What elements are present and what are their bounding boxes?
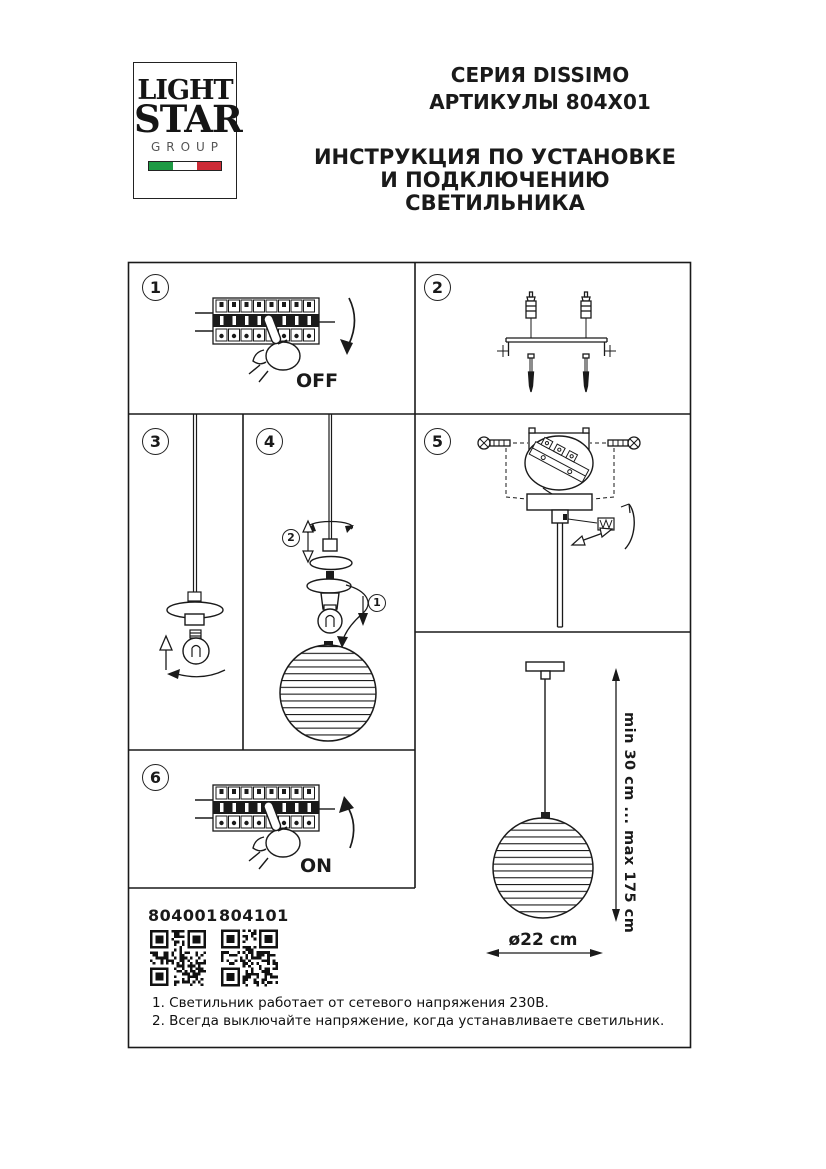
- arrow-down-icon: [340, 339, 353, 355]
- dowel-icon: [526, 292, 536, 338]
- substep-number-1: 1: [368, 594, 386, 612]
- safety-notes: [152, 994, 682, 1030]
- screw-icon: [478, 437, 510, 449]
- off-label: OFF: [295, 370, 339, 392]
- panel-grid: [129, 263, 691, 1048]
- step2-mounting-kit-drawing: [497, 292, 616, 392]
- terminal-block-zoom-bubble: [525, 435, 593, 497]
- diameter-dimension-line: [486, 949, 603, 957]
- light-bulb-icon: [183, 630, 209, 664]
- note-1: 1. Светильник работает от сетевого напряжения 230В.: [152, 995, 549, 1011]
- logo-word-group: GROUP: [150, 140, 225, 154]
- arrow-up-icon: [339, 796, 354, 813]
- on-label: ON: [299, 855, 333, 877]
- articles-title: АРТИКУЛЫ 804X01: [429, 90, 651, 114]
- rotate-arrow-icon: [307, 522, 354, 533]
- arrow-left-right-icon: [572, 528, 612, 545]
- step-number-6: 6: [142, 764, 169, 791]
- light-bulb-icon: [318, 605, 342, 633]
- globe-shade-icon: [280, 645, 376, 741]
- logo-word-light: LIGHT: [137, 75, 233, 106]
- screw-icon: [583, 354, 589, 392]
- substep-number-2: 2: [282, 529, 300, 547]
- rotate-arrow-icon: [621, 504, 634, 549]
- mounting-bracket-icon: [497, 338, 616, 357]
- step-number-3: 3: [142, 428, 169, 455]
- product-code-804001: 804001: [148, 906, 218, 925]
- globe-shade-icon: [493, 818, 593, 918]
- product-code-804101: 804101: [219, 906, 289, 925]
- qr-code: [221, 929, 278, 987]
- step-number-5: 5: [424, 428, 451, 455]
- arrow-down-icon: [358, 596, 368, 626]
- series-title: СЕРИЯ DISSIMO: [450, 63, 630, 87]
- step4-assembly-drawing: [280, 414, 376, 741]
- dimension-drawing: [486, 662, 620, 957]
- step3-lamp-bulb-drawing: [160, 414, 225, 679]
- screw-icon: [528, 354, 534, 392]
- diameter-label: ø22 cm: [508, 930, 578, 950]
- step5-canopy-drawing: [478, 428, 640, 627]
- note-2: 2. Всегда выключайте напряжение, когда устанавливаете светильник.: [152, 1013, 665, 1029]
- rotate-arrow-icon: [167, 669, 225, 679]
- step-number-1: 1: [142, 274, 169, 301]
- qr-code: [150, 929, 206, 987]
- instruction-title-line1: ИНСТРУКЦИЯ ПО УСТАНОВКЕ: [313, 145, 677, 169]
- dowel-icon: [581, 292, 591, 338]
- arrow-up-icon: [160, 636, 172, 670]
- step-number-4: 4: [256, 428, 283, 455]
- logo-word-star: STAR: [134, 97, 242, 141]
- instruction-title-line2: И ПОДКЛЮЧЕНИЮ СВЕТИЛЬНИКА: [380, 168, 610, 215]
- height-dimension-line: [612, 668, 620, 922]
- screw-icon: [608, 437, 640, 449]
- step-number-2: 2: [424, 274, 451, 301]
- height-range-label: min 30 cm ... max 175 cm: [621, 712, 637, 934]
